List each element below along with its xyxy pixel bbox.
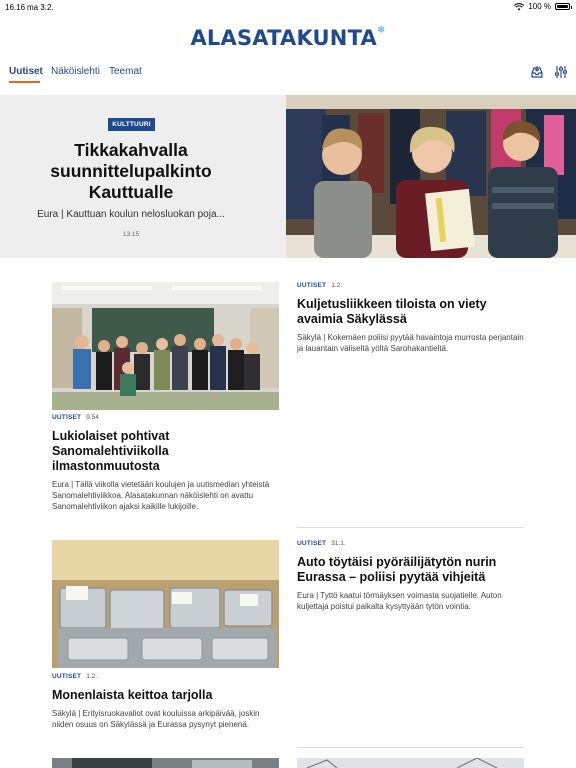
top-nav	[0, 64, 576, 88]
tab-teemat[interactable]: Teemat	[109, 66, 142, 77]
snowflake-icon: ❄	[376, 25, 386, 36]
article-photo-next-left[interactable]	[52, 758, 279, 768]
article-photo-next-right[interactable]	[297, 758, 524, 768]
sliders-icon[interactable]	[554, 65, 568, 79]
article-category: UUTISET	[52, 673, 82, 680]
hero-lead: Eura | Kauttuan koulun nelosluokan poja...	[37, 209, 225, 220]
hero-title[interactable]: Tikkakahvalla suunnittelupalkinto Kauttualle	[50, 140, 212, 202]
status-right	[514, 2, 570, 11]
hero-article[interactable]	[0, 95, 576, 258]
article-card-1[interactable]	[52, 414, 279, 512]
article-headline[interactable]: Monenlaista keittoa tarjolla	[52, 688, 213, 702]
article-headline[interactable]: Auto töytäisi pyöräilijätytön nurin Eurassa – poliisi pyytää vihjeitä	[297, 555, 497, 584]
article-excerpt: Säkylä | Kokemäen poliisi pyytää havaintoja murrosta perjantain ja lauantain väliseltä yöltä Sarohakantieltä.	[297, 333, 524, 353]
article-headline[interactable]: Kuljetusliikkeen tiloista on viety avaimia Säkylässä	[297, 297, 487, 326]
article-excerpt: Eura | Tyttö kaatui törmäyksen voimasta suojatielle. Auton kuljettaja poistui paikalta kysyttyään tytön vointia.	[297, 591, 502, 611]
battery-icon	[555, 3, 570, 10]
article-category: UUTISET	[52, 414, 82, 421]
article-time: 31.1.	[331, 540, 346, 547]
article-photo-classroom[interactable]	[52, 282, 279, 410]
article-card-3[interactable]	[297, 540, 524, 612]
article-excerpt: Eura | Tällä viikolla vietetään koulujen ja uutismedian yhteistä Sanomalehtiviikkoa. Alasatakunnan näköislehti on avattu Sanomalehtiviikon ajaksi kaikille lukijoille.	[52, 480, 270, 511]
article-card-2[interactable]	[297, 282, 524, 354]
logo-text: ALASATAKUNTA	[190, 26, 377, 50]
divider	[297, 747, 524, 748]
article-category: UUTISET	[297, 540, 327, 547]
hero-category-badge: KULTTUURI	[108, 118, 155, 131]
battery-percent: 100 %	[528, 2, 551, 11]
article-headline[interactable]: Lukiolaiset pohtivat Sanomalehtiviikolla ilmastonmuutosta	[52, 429, 170, 473]
article-meta	[297, 540, 524, 547]
status-date: ma 3.2.	[27, 3, 54, 12]
tab-nakoislehti[interactable]: Näköislehti	[51, 66, 100, 77]
article-category: UUTISET	[297, 282, 327, 289]
app-logo	[0, 26, 576, 50]
tab-uutiset[interactable]: Uutiset	[9, 66, 43, 77]
inbox-icon[interactable]	[530, 65, 544, 79]
article-meta	[52, 673, 279, 680]
article-time: 1.2.	[331, 282, 343, 289]
article-meta	[52, 414, 279, 421]
hero-photo	[286, 95, 576, 258]
status-bar	[0, 0, 576, 14]
hero-time: 13.15	[122, 231, 140, 238]
wifi-icon	[514, 3, 524, 11]
article-meta	[297, 282, 524, 289]
active-tab-indicator	[9, 81, 40, 83]
article-time: 9.54	[86, 414, 99, 421]
article-excerpt: Säkylä | Erityisruokavaliot ovat kouluissa arkipäivää, joskin niiden osuus on Säkylässä ja Eurassa pysynyt pienenä.	[52, 709, 260, 729]
article-photo-soup[interactable]	[52, 540, 279, 668]
article-time: 1.2.	[86, 673, 98, 680]
status-time: 16.16	[5, 3, 26, 12]
divider	[297, 527, 524, 528]
article-card-4[interactable]	[52, 673, 279, 730]
